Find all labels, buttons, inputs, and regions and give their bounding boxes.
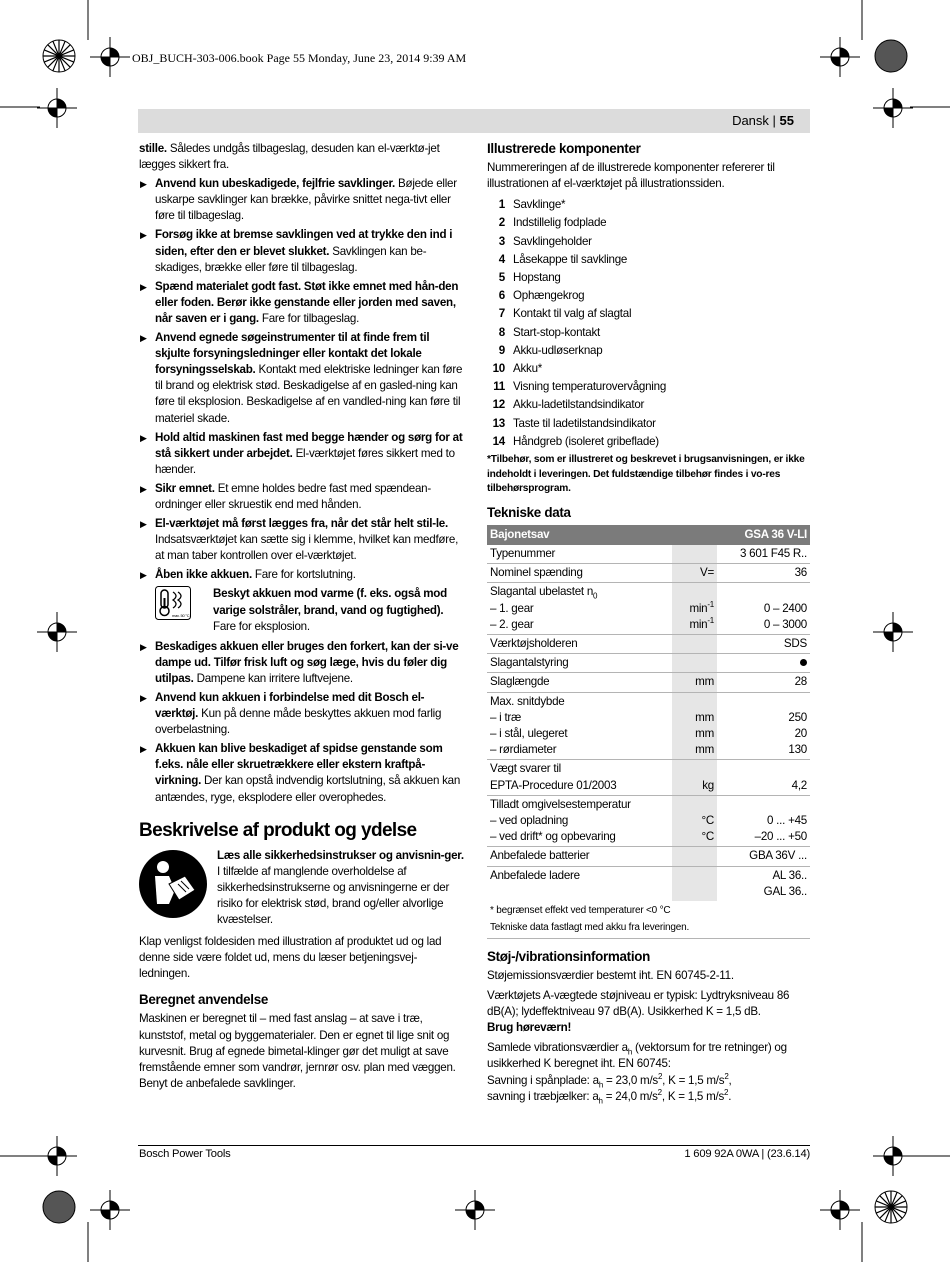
row-label <box>487 583 672 635</box>
vib-b: (vektorsum for tre retninger) og usikkerhed K beregnet iht. EN 60745: <box>487 1041 787 1071</box>
safety-bullet <box>139 176 466 224</box>
row-unit <box>672 583 717 635</box>
table-row <box>487 564 810 583</box>
bullet-bold: Beskadiges akkuen eller bruges den forkert, kan der si-ve dampe ud. Tilfør frisk luft og søg læge, hvis du føler dig utilpas. <box>155 639 459 685</box>
bullet-arrow-icon: ▶ <box>140 179 147 190</box>
vib-l1-c: , K = 1,5 m/s <box>662 1073 725 1087</box>
list-item <box>487 415 810 433</box>
component-label: Akku-udløserknap <box>513 343 603 357</box>
gear2-label: – 2. gear <box>490 617 534 631</box>
row-unit <box>672 795 717 847</box>
heat-warning-bold: Beskyt akkuen mod varme (f. eks. også mod varige solstråler, brand, vand og fugtighed). <box>213 587 447 617</box>
table-header-row <box>487 525 810 545</box>
vib-a: Samlede vibrationsværdier a <box>487 1041 628 1055</box>
components-list <box>487 196 810 451</box>
sunburst-mark-icon <box>41 38 77 74</box>
row-value <box>717 866 810 901</box>
running-head-language: Dansk <box>732 113 769 128</box>
list-item <box>487 251 810 269</box>
temp-r1: – ved opladning <box>490 813 569 827</box>
row-label: Typenummer <box>487 545 672 564</box>
intended-use-paragraph: Maskinen er beregnet til – med fast anslag – at save i træ, kunststof, metal og byggematerialer. Den er egnet til lige snit og kurvesnit. Brug af egnede bimetal-klinger gør det muligt at save fremstående emner som vandrør, jernrør osv. plan med væggen. Benyt de anbefalede savklinger. <box>139 1012 456 1090</box>
list-item <box>487 324 810 342</box>
table-row <box>487 795 810 847</box>
row-value <box>717 654 810 673</box>
tech-data-title: Tekniske data <box>487 504 571 520</box>
cut-depth-v3: 130 <box>788 743 807 757</box>
table-row <box>487 673 810 692</box>
gear1-label: – 1. gear <box>490 601 534 615</box>
component-number: 7 <box>498 307 505 321</box>
file-header: OBJ_BUCH-303-006.book Page 55 Monday, June 23, 2014 9:39 AM <box>132 51 467 65</box>
row-value <box>717 760 810 795</box>
safety-bullet <box>139 741 466 805</box>
unit-sup: -1 <box>707 599 714 609</box>
bullet-bold: Anvend kun ubeskadigede, fejlfrie savklinger. <box>155 177 396 191</box>
bullet-text: Dampene kan irritere luftvejene. <box>193 671 353 685</box>
vib-l2-sub: h <box>598 1095 603 1105</box>
component-label: Savklinge* <box>513 198 566 212</box>
table-row <box>487 654 810 673</box>
vib-l2-sup2: 2 <box>724 1087 729 1097</box>
row-value: 3 601 F45 R.. <box>717 545 810 564</box>
sunburst-mark-icon <box>873 1189 909 1225</box>
bullet-bold: Anvend kun akkuen i forbindelse med dit Bosch el-værktøj. <box>155 691 425 721</box>
component-number: 9 <box>498 343 505 357</box>
safety-bullet <box>139 639 466 687</box>
tech-note-2: Tekniske data fastlagt med akku fra leveringen. <box>490 922 690 934</box>
unit-mm: mm <box>695 710 714 724</box>
list-item <box>487 287 810 305</box>
table-row <box>487 866 810 901</box>
bullet-bold: Hold altid maskinen fast med begge hænder og sørg for at stå sikkert under arbejdet. <box>155 430 463 460</box>
safety-bullet <box>139 279 466 327</box>
component-label: Visning temperaturovervågning <box>513 380 667 394</box>
bullet-arrow-icon: ▶ <box>140 744 147 755</box>
component-label: Indstillelig fodplade <box>513 216 607 230</box>
list-item <box>487 233 810 251</box>
registration-target-icon <box>873 612 913 652</box>
row-value <box>717 583 810 635</box>
section-title: Beskrivelse af produkt og ydelse <box>139 819 417 841</box>
table-row <box>487 760 810 795</box>
bullet-arrow-icon: ▶ <box>140 432 147 443</box>
row-unit: mm <box>672 673 717 692</box>
bullet-bold: Åben ikke akkuen. <box>155 568 252 582</box>
row-label <box>487 760 672 795</box>
unit-kg: kg <box>702 778 714 792</box>
component-label: Akku* <box>513 362 543 376</box>
accessory-note: *Tilbehør, som er illustreret og beskrevet i brugsanvisningen, er ikke indeholdt i leveringen. Det fuldstændige tilbehør findes i vo-res tilbehørsprogram. <box>487 454 805 495</box>
registration-target-icon <box>90 37 130 77</box>
component-number: 14 <box>492 434 505 448</box>
row-unit: V= <box>672 564 717 583</box>
tech-notes <box>487 901 810 939</box>
registration-target-icon <box>873 88 913 128</box>
component-label: Låsekappe til savklinge <box>513 252 628 266</box>
vibration-line-2 <box>487 1089 810 1105</box>
row-label: Anbefalede batterier <box>487 847 672 866</box>
continued-paragraph <box>139 141 466 173</box>
bullet-arrow-icon: ▶ <box>140 230 147 241</box>
table-row <box>487 545 810 564</box>
table-row <box>487 634 810 653</box>
table-row <box>487 692 810 760</box>
cut-depth-r2: – i stål, ulegeret <box>490 726 568 740</box>
temp-v2: –20 ... +50 <box>754 830 807 844</box>
bullet-text: Savklingen kan be-skadiges, brække eller føre til tilbageslag. <box>155 244 427 274</box>
list-item <box>487 269 810 287</box>
feature-dot-icon <box>800 659 807 666</box>
components-intro: Nummereringen af de illustrerede komponenter refererer til illustrationen af el-værktøjet på illustrationssiden. <box>487 161 775 191</box>
bullet-text: Bøjede eller uskarpe savklinger kan brække, påvirke snittet nega-tivt eller føre til tilbageslag. <box>155 177 457 223</box>
bullet-bold: Sikr emnet. <box>155 481 215 495</box>
read-manual-icon <box>139 850 207 918</box>
heat-icon-label: max. 50 °C <box>172 613 190 619</box>
vib-sub: h <box>627 1047 633 1057</box>
list-item <box>487 378 810 396</box>
bullet-text: Indsatsværktøjet kan sætte sig i klemme, hvilket kan medføre, at man taber kontrollen over el-værktøjet. <box>155 533 459 563</box>
unit-min: min <box>689 617 708 631</box>
registration-target-icon <box>820 37 860 77</box>
component-label: Taste til ladetilstandsindikator <box>513 416 656 430</box>
row-value <box>717 692 810 760</box>
vib-l1-a: Savning i spånplade: a <box>487 1073 599 1087</box>
safety-bullet <box>139 481 466 513</box>
component-label: Savklingeholder <box>513 234 592 248</box>
vib-l2-sup: 2 <box>657 1087 662 1097</box>
list-item <box>487 396 810 414</box>
safety-bullet <box>139 227 466 275</box>
right-column <box>487 141 810 1109</box>
bullet-arrow-icon: ▶ <box>140 281 147 292</box>
bullet-bold: Spænd materialet godt fast. Støt ikke emnet med hån-den eller foden. Berør ikke genstande eller jorden med saven, når saven er i gang. <box>155 279 459 325</box>
cut-depth-label: Max. snitdybde <box>490 694 565 708</box>
bullet-bold: Forsøg ikke at bremse savklingen ved at trykke den ind i siden, efter den er blevet slukket. <box>155 228 453 258</box>
noise-p2: Værktøjets A-vægtede støjniveau er typisk: Lydtryksniveau 86 dB(A); lydeffektniveau 97 dB(A). Usikkerhed K = 1,5 dB. <box>487 989 790 1019</box>
read-notice-bold: Læs alle sikkerhedsinstrukser og anvisnin-ger. <box>217 848 464 862</box>
component-number: 1 <box>498 198 505 212</box>
row-label: Værktøjsholderen <box>487 634 672 653</box>
heat-warning <box>155 586 466 634</box>
temp-r2: – ved drift* og opbevaring <box>490 830 616 844</box>
tech-data-table <box>487 525 810 901</box>
gear1-value: 0 – 2400 <box>763 601 807 615</box>
noise-title: Støj-/vibrationsinformation <box>487 948 651 964</box>
component-label: Akku-ladetilstandsindikator <box>513 398 645 412</box>
list-item <box>487 214 810 232</box>
component-number: 6 <box>498 289 505 303</box>
read-notice-text: I tilfælde af manglende overholdelse af sikkerhedsinstrukserne og anvisningerne er der risiko for elektrisk stød, brand og/eller alvorlige kvæstelser. <box>217 864 450 927</box>
bullet-arrow-icon: ▶ <box>140 641 147 652</box>
vib-l1-comma: , <box>728 1073 732 1087</box>
list-item <box>487 360 810 378</box>
weight-label1: Vægt svarer til <box>490 762 561 776</box>
vib-l1-sup: 2 <box>657 1071 663 1081</box>
component-label: Start-stop-kontakt <box>513 325 600 339</box>
bullet-text: Der kan opstå indvendig kortslutning, så akkuen kan antændes, ryge, eksplodere eller overophedes. <box>155 774 461 804</box>
row-unit <box>672 760 717 795</box>
unit-mm: mm <box>695 726 714 740</box>
stroke-rate-label: Slagantal ubelastet n <box>490 585 594 599</box>
read-instructions-notice <box>139 848 466 928</box>
vib-l1-sub: h <box>598 1079 604 1089</box>
stroke-rate-sub: 0 <box>593 591 598 601</box>
gray-dot-mark-icon <box>873 38 909 74</box>
component-number: 4 <box>498 252 505 266</box>
component-label: Håndgreb (isoleret gribeflade) <box>513 434 659 448</box>
table-row <box>487 847 810 866</box>
bullet-bold: Akkuen kan blive beskadiget af spidse genstande som f.eks. nåle eller skruetrækkere eller ekstern kraftpå-virkning. <box>155 742 443 788</box>
registration-target-icon <box>90 1190 130 1230</box>
registration-target-icon <box>455 1190 495 1230</box>
row-label: Slagantalstyring <box>487 654 672 673</box>
row-label: Nominel spænding <box>487 564 672 583</box>
component-label: Ophængekrog <box>513 289 585 303</box>
registration-target-icon <box>37 1136 77 1176</box>
gray-dot-mark-icon <box>41 1189 77 1225</box>
running-head <box>138 109 810 133</box>
bullet-text: Kun på denne måde beskyttes akkuen mod farlig overbelastning. <box>155 707 442 737</box>
footer-brand: Bosch Power Tools <box>139 1148 231 1160</box>
registration-target-icon <box>873 1136 913 1176</box>
fold-paragraph: Klap venligst foldesiden med illustration af produktet ud og lad denne side være foldet ud, mens du læser betjeningsvej-ledningen. <box>139 935 442 981</box>
vib-l2-c: , K = 1,5 m/s <box>661 1089 725 1103</box>
row-value: 28 <box>717 673 810 692</box>
component-number: 3 <box>498 234 505 248</box>
vibration-line-1 <box>487 1073 810 1089</box>
row-label: Anbefalede ladere <box>490 868 580 882</box>
safety-bullet <box>139 516 466 564</box>
components-title: Illustrerede komponenter <box>487 141 641 156</box>
row-unit <box>672 654 717 673</box>
hearing-protection: Brug høreværn! <box>487 1021 572 1035</box>
tech-header-model: GSA 36 V-LI <box>717 525 810 545</box>
vib-l1-b: = 23,0 m/s <box>603 1073 658 1087</box>
battery-heat-warning-icon <box>155 586 191 620</box>
registration-target-icon <box>820 1190 860 1230</box>
weight-label2: EPTA-Procedure 01/2003 <box>490 778 617 792</box>
vib-l1-sup2: 2 <box>724 1071 729 1081</box>
left-column <box>139 141 466 1096</box>
bullet-text: Et emne holdes bedre fast med spændean-ordninger eller skruestik end med hånden. <box>155 481 431 511</box>
bullet-text: Fare for tilbageslag. <box>258 311 360 325</box>
component-number: 13 <box>492 416 505 430</box>
temp-label: Tilladt omgivelsestemperatur <box>490 797 631 811</box>
safety-bullet <box>139 567 466 583</box>
row-label <box>487 692 672 760</box>
unit-min: min <box>689 601 708 615</box>
component-number: 2 <box>498 216 505 230</box>
page-number: 55 <box>779 113 794 128</box>
component-number: 5 <box>498 271 505 284</box>
row-unit <box>672 545 717 564</box>
bullet-text: El-værktøjet føres sikkert med to hænder. <box>155 446 455 476</box>
bullet-text: Fare for kortslutning. <box>251 568 356 582</box>
component-label: Kontakt til valg af slagtal <box>513 307 632 321</box>
safety-bullet <box>139 330 466 427</box>
bullet-arrow-icon: ▶ <box>140 570 147 581</box>
weight-value: 4,2 <box>791 778 807 792</box>
running-head-separator: | <box>768 113 780 128</box>
charger-v2: GAL 36.. <box>763 884 807 898</box>
row-unit <box>672 692 717 760</box>
row-value: SDS <box>717 634 810 653</box>
noise-p1: Støjemissionsværdier bestemt iht. EN 60745-2-11. <box>487 968 734 982</box>
safety-bullet <box>139 690 466 738</box>
registration-target-icon <box>37 88 77 128</box>
charger-v1: AL 36.. <box>772 868 807 882</box>
row-value: GBA 36V ... <box>717 847 810 866</box>
cut-depth-r1: – i træ <box>490 710 522 724</box>
bullet-arrow-icon: ▶ <box>140 693 147 703</box>
list-item <box>487 433 810 451</box>
registration-target-icon <box>37 612 77 652</box>
gear2-value: 0 – 3000 <box>763 617 807 631</box>
bullet-arrow-icon: ▶ <box>140 483 147 494</box>
temp-v1: 0 ... +45 <box>767 813 807 827</box>
vibration-intro <box>487 1040 810 1072</box>
row-label <box>487 795 672 847</box>
cut-depth-r3: – rørdiameter <box>490 743 557 757</box>
bullet-text: Kontakt med elektriske ledninger kan føre til brand og elektrisk stød. Beskadigelse af en gasled-ning kan føre til eksplosion. Beskadigelse af en vandled-ning kan føre til materiel skade. <box>155 363 463 425</box>
page-number-label <box>732 113 794 128</box>
tech-header-label: Bajonetsav <box>487 525 717 545</box>
footer-rule <box>138 1145 810 1146</box>
component-number: 10 <box>492 362 505 376</box>
list-item <box>487 342 810 360</box>
row-unit <box>672 847 717 866</box>
vib-l2-period: . <box>728 1089 732 1103</box>
row-unit <box>672 866 717 901</box>
component-number: 11 <box>493 380 505 394</box>
row-unit <box>672 634 717 653</box>
heat-warning-text: Fare for eksplosion. <box>213 619 310 633</box>
list-item <box>487 305 810 323</box>
continued-text: Således undgås tilbageslag, desuden kan el-værktø-jet lægges sikkert fra. <box>139 142 440 172</box>
vib-l2-a: savning i træbjælker: a <box>487 1089 599 1103</box>
component-number: 12 <box>492 398 505 412</box>
tech-note-1: * begrænset effekt ved temperaturer <0 °C <box>490 904 671 916</box>
component-number: 8 <box>498 325 505 339</box>
intended-use-title: Beregnet anvendelse <box>139 992 269 1008</box>
component-label: Hopstang <box>513 271 561 284</box>
unit-celsius: °C <box>701 813 714 827</box>
safety-bullet <box>139 430 466 478</box>
vib-l2-b: = 24,0 m/s <box>602 1089 658 1103</box>
bullet-arrow-icon: ▶ <box>140 333 147 344</box>
cut-depth-v2: 20 <box>794 726 807 740</box>
row-label: Slaglængde <box>487 673 672 692</box>
bullet-bold: Anvend egnede søgeinstrumenter til at finde frem til skjulte forsyningsledninger eller kontakt det lokale forsyningsselskab. <box>155 331 430 377</box>
unit-sup: -1 <box>707 615 714 625</box>
bullet-arrow-icon: ▶ <box>140 519 147 530</box>
row-value <box>717 795 810 847</box>
bullet-bold: El-værktøjet må først lægges fra, når det står helt stil-le. <box>155 517 448 531</box>
list-item <box>487 196 810 214</box>
unit-mm: mm <box>695 743 714 757</box>
continued-bold: stille. <box>139 142 167 155</box>
row-value: 36 <box>717 564 810 583</box>
cut-depth-v1: 250 <box>788 710 807 724</box>
unit-celsius: °C <box>701 830 714 844</box>
table-row <box>487 583 810 635</box>
footer-doc-number: 1 609 92A 0WA | (23.6.14) <box>684 1148 810 1160</box>
